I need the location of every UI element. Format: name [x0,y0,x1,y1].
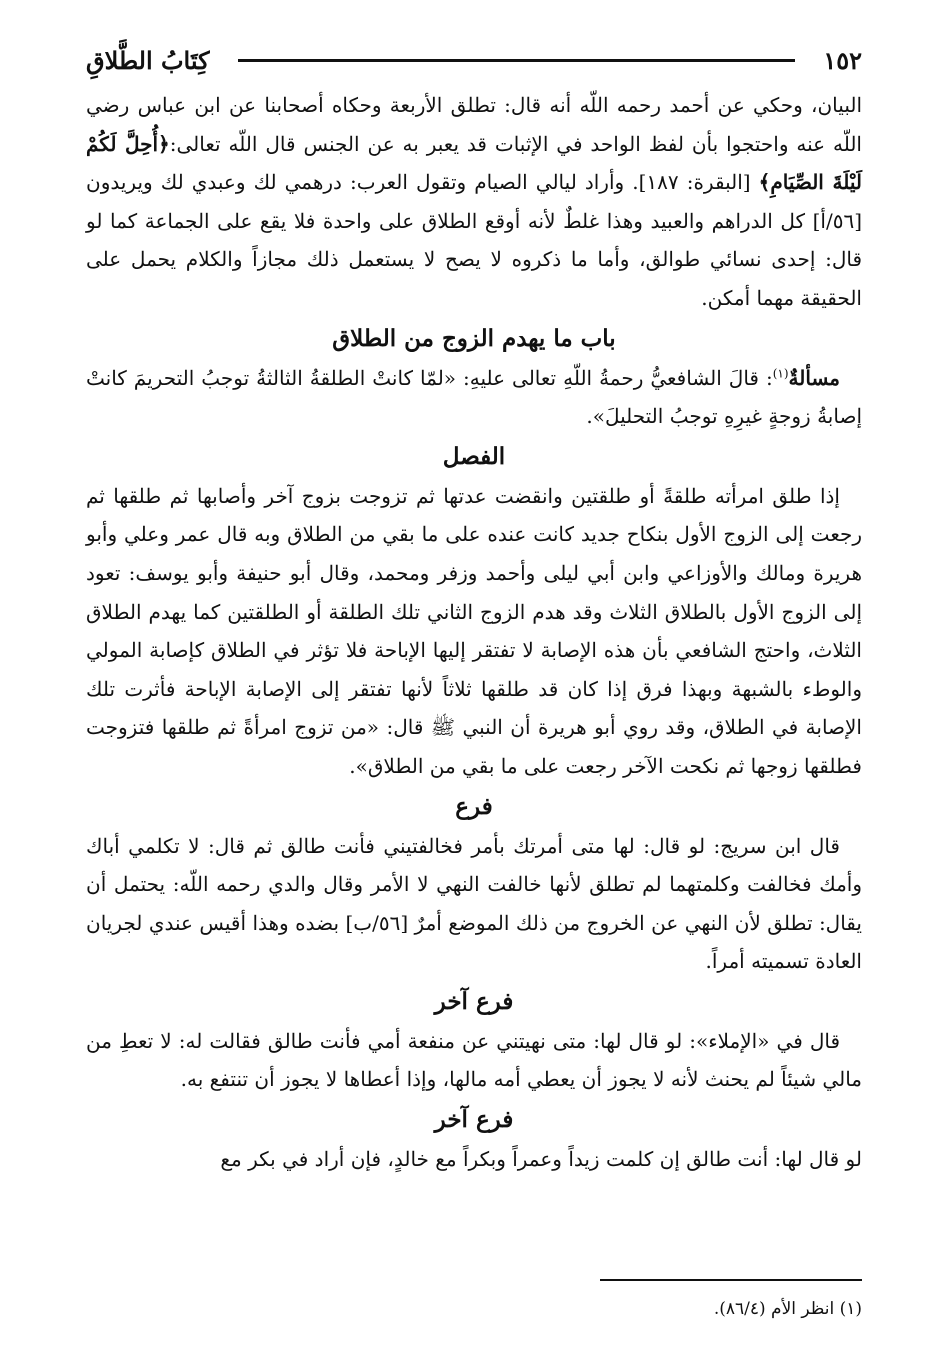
paragraph-1-rest: [البقرة: ١٨٧]. وأراد لیالي الصيام وتقول العرب: درهمي لك وعبدي لك ويريدون [٥٦/أ] كل الدراهم والعبيد وهذا غلطٌ لأنه أوقع الطلاق على واحدة فلا يقع على الجماعة كما لو قال: إحدى نسائي طوالق، وأما ما ذكروه لا يصح لا يستعمل ذلك مجازاً والكلام يحمل على الحقيقة مهما أمكن. [86,170,863,310]
footnote-rule [600,1279,862,1281]
masala-text: : قالَ الشافعيُّ رحمةُ اللّهِ تعالى عليهِ: «لمّا كانتْ الطلقةُ الثالثةُ توجبُ التحريمَ كانتْ إصابةُ زوجةٍ غيرِهِ توجبُ التحليلَ». [86,365,862,429]
fasl-paragraph: إذا طلق امرأته طلقةً أو طلقتين وانقضت عدتها ثم تزوجت بزوج آخر وأصابها ثم طلقها ثم رجعت إلى الزوج الأول بنكاح جديد كانت عنده على ما بقي من الطلاق وبه قال عمر وعلي وأبو هريرة ومالك والأوزاعي وابن أبي ليلى وأحمد وزفر ومحمد، وقال أبو حنيفة وأبو يوسف: تعود إلى الزوج الأول بالطلاق الثلاث وقد هدم الزوج الثاني تلك الطلقة أو الطلقتين كما يهدم الطلاق الثلاث، واحتج الشافعي بأن هذه الإصابة لا تفتقر إليها الإباحة فلا تؤثر في الطلاق كإصابة المولي والوطء بالشبهة وبهذا فرق إذا كان قد طلقها ثلاثاً لأنها تفتقر إلى الإصابة الإباحة فأثرت تلك الإصابة في الطلاق، وقد روي أبو هريرة أن النبي ﷺ قال: «من تزوج امرأةً ثم طلقها فتزوجت فطلقها زوجها ثم نكحت الآخر رجعت على ما بقي من الطلاق». [86,483,862,778]
page-number: ١٥٢ [823,45,862,75]
masala-paragraph [86,359,862,436]
quran-verse: ﴿أُحِلَّ لَكُمْ لَيْلَةَ الصِّيَامِ﴾ [86,131,862,195]
page-header [86,38,862,82]
footnotes [86,1295,862,1323]
section-heading-far-akhar-1: فرع آخر [434,987,514,1015]
far-paragraph: قال ابن سريج: لو قال: لها متى أمرتك بأمر فخالفتيني فأنت طالق ثم قال: لا تكلمي أباك وأمك فخالفت وكلمتهما لم تطلق لأنها خالفت النهي لا الأمر وقال والدي رحمه اللّه: يحتمل أن يقال: تطلق لأن النهي عن الخروج من ذلك الموضع أمرٌ [٥٦/ب] بضده وهذا أقيس عندي لجريان العادة تسميته أمراً. [86,833,862,974]
paragraph-1 [86,86,862,318]
footnote-1: (١) انظر الأم (٨٦/٤). [713,1299,862,1319]
running-title: كِتَابُ الطَّلاقِ [86,45,210,75]
paragraph-1-text: البيان، وحكي عن أحمد رحمه اللّه أنه قال: تطلق الأربعة وحكاه أصحابنا عن ابن عباس رضي اللّه عنه واحتجوا بأن لفظ الواحد في الإثبات قد يعبر به عن الجنس قال اللّه تعالى: [86,93,863,156]
header-rule [238,59,796,62]
section-heading-far: فرع [455,792,493,820]
masala-label: مسألةٌ [788,365,840,390]
section-heading-fasl: الفصل [442,442,506,470]
far-akhar-paragraph-2: لو قال لها: أنت طالق إن كلمت زيداً وعمراً وبكراً مع خالدٍ، فإن أراد في بكر مع [220,1147,862,1172]
chapter-heading: باب ما يهدم الزوج من الطلاق [332,324,616,352]
far-akhar-paragraph-1: قال في «الإملاء»: لو قال لها: متى نهيتني عن منفعة أمي فأنت طالق فقالت له: لا تعطِ من مالي شيئاً لم يحنث لأنه لا يجوز أن يعطي أمه مالها، وإذا أعطاها لا يجوز أن تنتفع به. [86,1028,862,1092]
section-heading-far-akhar-2: فرع آخر [434,1106,514,1134]
page-body [86,86,862,1179]
footnote-ref[interactable]: (١) [772,365,789,380]
